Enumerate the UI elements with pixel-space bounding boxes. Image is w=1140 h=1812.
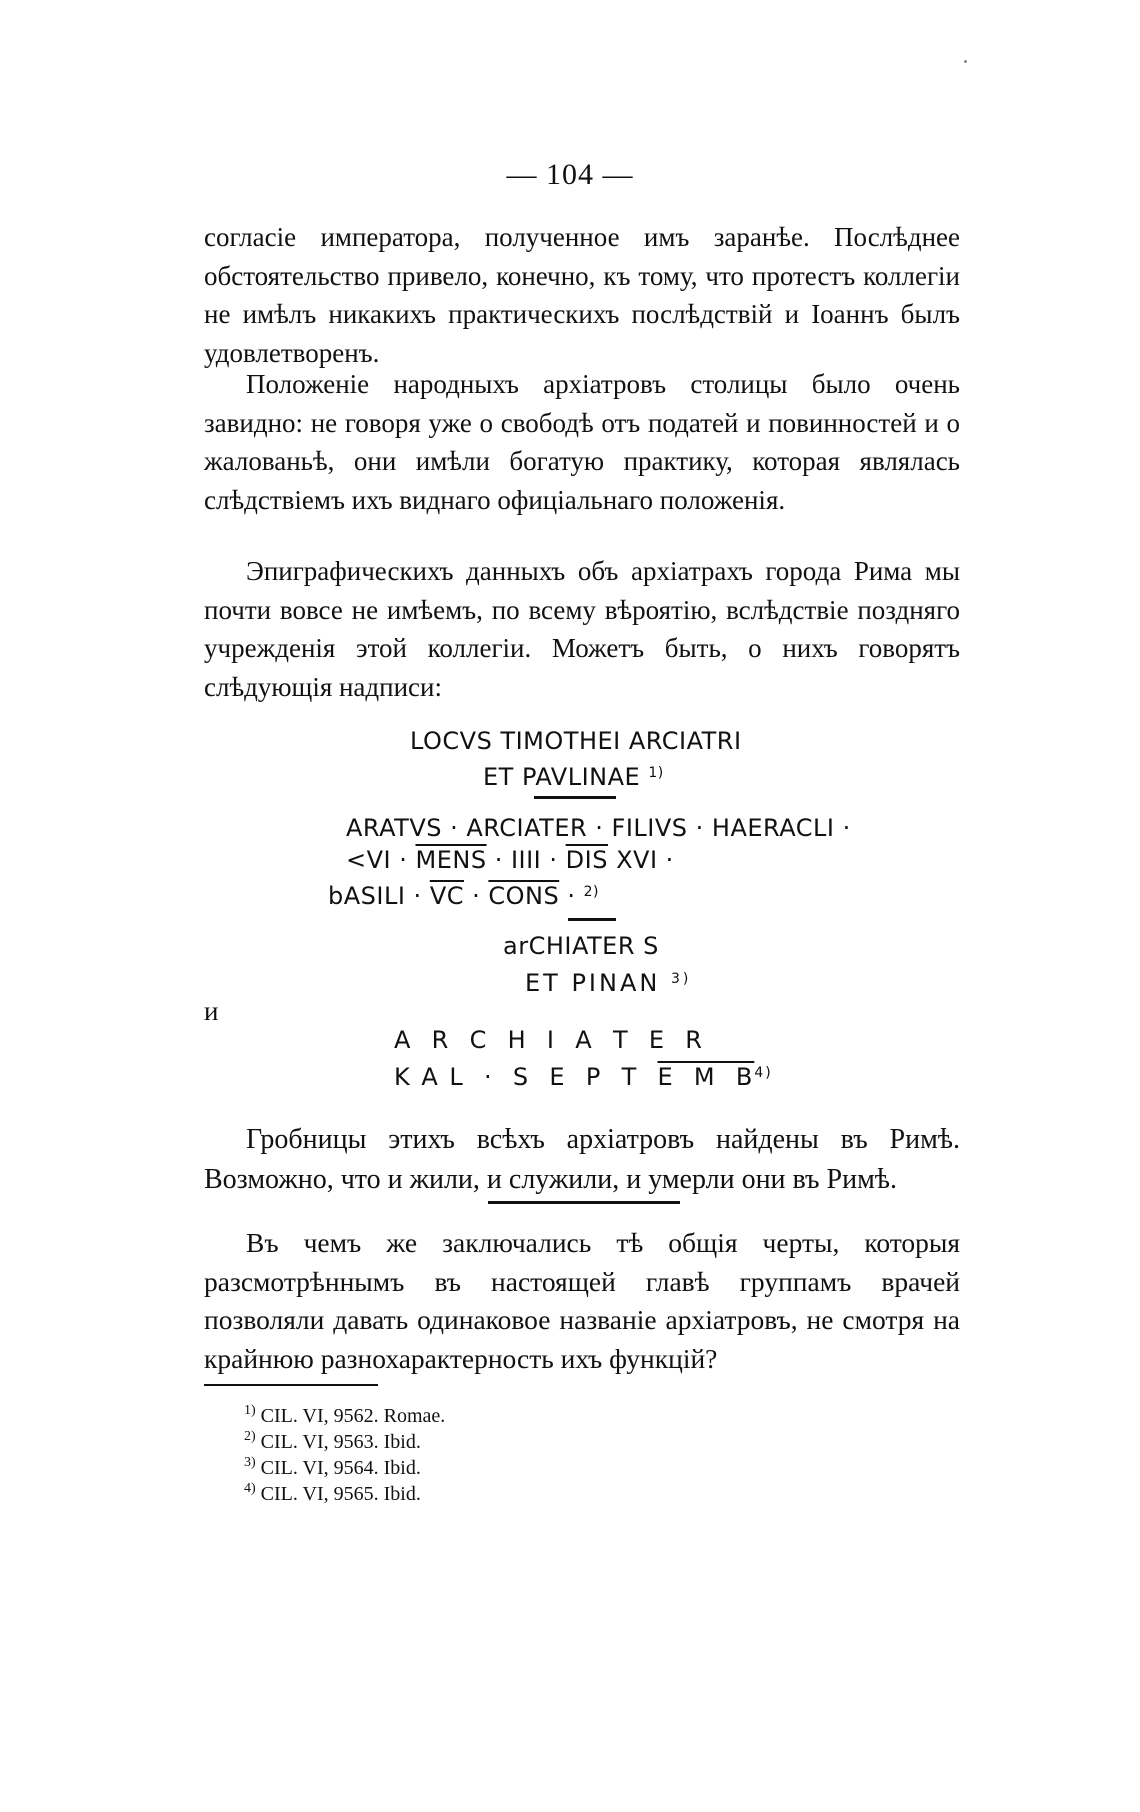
inscription-4-abbr-emb: E M B (657, 1063, 755, 1091)
separator-rule-1 (534, 796, 616, 799)
page-number: — 104 — (506, 158, 634, 191)
inscription-1-text: ET PAVLINAE (483, 763, 641, 791)
inscription-4-seg-a: K A L · S E P T (394, 1063, 658, 1091)
footnote-ref-3: 3) (670, 971, 692, 987)
inscription-2-line-1: ARATVS · ARCIATER · FILIVS · HAERACLI · (346, 814, 851, 842)
inscription-4-line-2 (394, 1057, 773, 1093)
inscription-4-line-1: A R C H I A T E R (394, 1026, 704, 1054)
inscription-3-text: ET PINAN (525, 969, 661, 997)
footnote-4-text: CIL. VI, 9565. Ibid. (260, 1483, 421, 1505)
inscription-2-abbr-dis: $\overline{DIS}$ (565, 846, 608, 874)
inscription-2-seg-c: · IIII · (486, 846, 566, 874)
inscription-2-abbr-mens: MENS (415, 846, 487, 874)
footnote-1-mark: 1) (244, 1403, 256, 1418)
inscription-1-line-2 (483, 757, 664, 793)
inscription-2-seg-basili: bASILI · (328, 882, 430, 910)
paragraph-4 (204, 1120, 960, 1200)
footnote-ref-2: 2) (583, 884, 599, 900)
footnote-2-mark: 2) (244, 1429, 256, 1444)
inscription-3-line-1: arCHIATER S (503, 932, 659, 960)
footnote-3-text: CIL. VI, 9564. Ibid. (260, 1457, 421, 1479)
footnote-ref-4: 4) (754, 1065, 773, 1081)
inscription-2-abbr-cons: CONS (488, 882, 560, 910)
scan-speck (964, 60, 967, 63)
footnote-2-text: CIL. VI, 9563. Ibid. (260, 1431, 421, 1453)
section-divider (488, 1201, 680, 1204)
paragraph-5: Въ чемъ же заключались тѣ общія черты, которыя разсмотрѣннымъ въ настоящей главѣ группамъ врачей позволяли давать одинаковое названіе архіатровъ, не смотря на крайнюю разнохарактерность ихъ функцій? (204, 1227, 960, 1374)
inscription-1-line-1: LOCVS TIMOTHEI ARCIATRI (410, 727, 742, 755)
inscription-3-line-2 (525, 963, 691, 999)
footnote-3-mark: 3) (244, 1455, 256, 1470)
inscription-2-abbr-vc: $\overline{VC}$ (429, 882, 464, 910)
footnote-rule (204, 1384, 378, 1386)
paragraph-4-line-2: Возможно, что и жили, и служили, и умерли они въ Римѣ. (204, 1164, 898, 1195)
conjunction-and: и (204, 996, 219, 1026)
paragraph-1: согласіе императора, полученное имъ заранѣе. Послѣднее обстоятельство привело, конечно, къ тому, что протестъ коллегіи не имѣлъ никакихъ практическихъ послѣдствій и Іоаннъ былъ удовлетворенъ. (204, 222, 960, 368)
paragraph-2: Положеніе народныхъ архіатровъ столицы было очень завидно: не говоря уже о свободѣ отъ податей и повинностей и о жалованьѣ, они имѣли богатую практику, которая являлась слѣдствіемъ ихъ виднаго офиціальнаго положенія. (204, 369, 960, 515)
inscription-2-seg-a: <VI · (346, 846, 416, 874)
inscription-2-seg-end: · (559, 882, 584, 910)
footnote-ref-1: 1) (648, 765, 664, 781)
inscription-2-line-2 (346, 844, 674, 876)
paragraph-3: Эпиграфическихъ данныхъ объ архіатрахъ города Рима мы почти вовсе не имѣемъ, по всему вѣроятію, вслѣдствіе поздняго учрежденія этой коллегіи. Можетъ быть, о нихъ говорятъ слѣдующія надписи: (204, 556, 960, 702)
inscription-2-seg-dot: · (464, 882, 489, 910)
footnote-4 (244, 1476, 421, 1507)
footnote-1-text: CIL. VI, 9562. Romae. (260, 1405, 446, 1427)
paragraph-4-line-1: Гробницы этихъ всѣхъ архіатровъ найдены въ Римѣ. (246, 1124, 960, 1155)
footnote-4-mark: 4) (244, 1481, 256, 1496)
inscription-2-seg-e: XVI · (607, 846, 674, 874)
separator-rule-2 (568, 918, 616, 921)
inscription-2-line-3 (328, 876, 599, 912)
